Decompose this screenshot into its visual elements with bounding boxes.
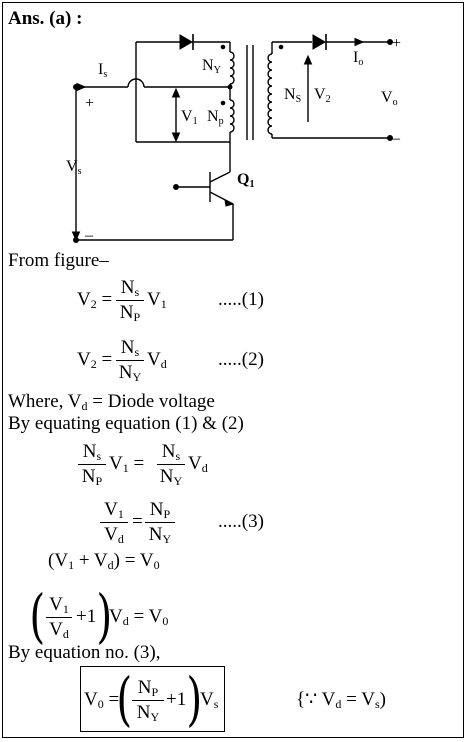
diode-output xyxy=(313,35,325,49)
answer-label: Ans. (a) : xyxy=(8,8,83,29)
eq5-left-paren: ( xyxy=(29,582,46,650)
flyback-circuit-diagram xyxy=(0,0,468,250)
final-fraction: $N_P$ $N_Y$ xyxy=(132,677,164,724)
eq2-tag: .....(2) xyxy=(218,349,264,370)
eq5-rhs: $V_d = V_0$ xyxy=(109,606,169,628)
final-plus-one: +1 xyxy=(166,689,187,710)
dot-ny xyxy=(221,45,225,49)
by-equation-text: By equation no. (3), xyxy=(8,642,161,663)
ns-label: NS xyxy=(284,86,302,105)
io-current-arrow xyxy=(355,39,363,46)
final-left-paren: ( xyxy=(116,665,133,733)
where-text: Where, $V_d$ = Diode voltage xyxy=(8,391,215,413)
vs-minus-sign: – xyxy=(85,227,93,244)
v1-label: V1 xyxy=(181,108,198,127)
equating-text: By equating equation (1) & (2) xyxy=(8,413,244,434)
dot-np xyxy=(221,101,225,105)
is-label: Is xyxy=(98,61,108,80)
out-plus-sign: + xyxy=(392,35,402,52)
dot-ns xyxy=(279,45,283,49)
eq5-plus-one: +1 xyxy=(76,606,97,627)
eq2-lhs: $V_2$ = xyxy=(77,349,113,371)
equate-fraction-left: $N_s$ $N_P$ xyxy=(78,441,106,488)
equate-fraction-right: $N_s$ $N_Y$ xyxy=(157,441,185,488)
eq2-rhs: $V_d$ xyxy=(147,349,167,371)
node-middle xyxy=(228,85,232,89)
coil-ny xyxy=(230,52,234,84)
eq3-fraction-right: $N_P$ $N_Y$ xyxy=(145,499,175,546)
diode-top xyxy=(180,35,192,49)
q1-label: Q1 xyxy=(237,171,255,190)
eq3-tag: .....(3) xyxy=(218,511,264,532)
ny-label: NY xyxy=(202,57,221,76)
equate-v1: $V_1$ = xyxy=(109,453,145,475)
eq5-fraction: $V_1$ $V_d$ xyxy=(46,594,72,641)
np-label: Np xyxy=(207,108,224,127)
emitter-arrow xyxy=(225,200,233,206)
node-vs-minus xyxy=(74,238,79,243)
final-lhs: $V_0$ = xyxy=(84,689,120,711)
eq3-fraction-left: $V_1$ $V_d$ xyxy=(100,499,128,546)
coil-np xyxy=(230,100,234,132)
final-vs: $V_s$ xyxy=(200,689,219,711)
eq3-equals: = xyxy=(132,511,143,532)
eq2-fraction: $N_s$ $N_Y$ xyxy=(116,337,144,384)
equate-vd: $V_d$ xyxy=(188,453,208,475)
coil-ns xyxy=(268,54,272,134)
vs-plus-sign: + xyxy=(85,95,95,112)
final-right-paren: ) xyxy=(186,665,203,733)
out-minus-sign: – xyxy=(392,130,400,147)
eq4: $(V_1 + V_d) = V_0$ xyxy=(48,550,160,572)
io-label: Io xyxy=(353,49,364,68)
from-figure-text: From figure– xyxy=(8,250,109,271)
node-vs-plus xyxy=(74,85,79,90)
v2-label: V2 xyxy=(314,86,331,105)
final-note: {∵ $V_d = V_s$) xyxy=(296,689,386,711)
eq1-tag: .....(1) xyxy=(218,289,264,310)
eq1-lhs: $V_2$ = xyxy=(77,289,113,311)
eq1-fraction: $N_s$ $N_P$ xyxy=(116,277,144,324)
vs-label: Vs xyxy=(66,158,82,177)
eq1-rhs: $V_1$ xyxy=(147,289,167,311)
eq5-right-paren: ) xyxy=(96,582,113,650)
node-base xyxy=(174,185,179,190)
vo-label: Vo xyxy=(381,89,398,108)
